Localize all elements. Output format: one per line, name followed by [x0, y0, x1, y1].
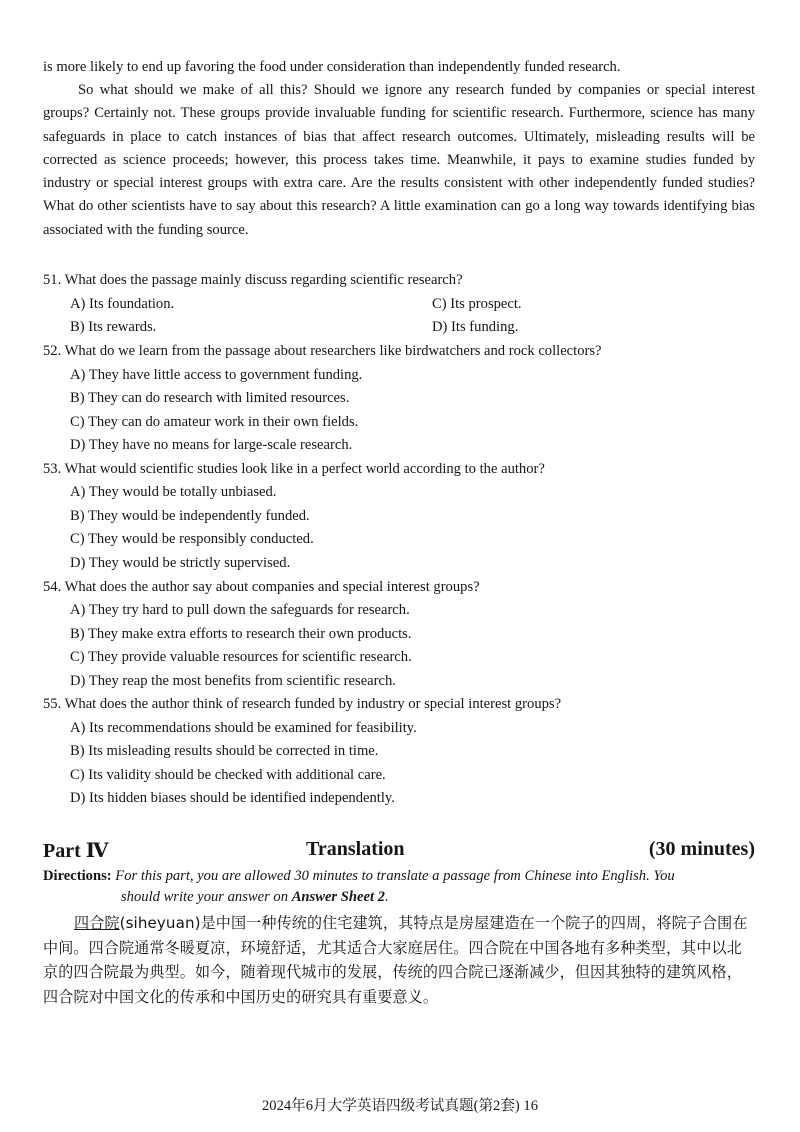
part-number: Part Ⅳ	[43, 840, 109, 862]
question-53-stem: 53. What would scientific studies look like in a perfect world according to the author?	[43, 461, 545, 477]
question-55-option-a[interactable]: A) Its recommendations should be examined for feasibility.	[70, 720, 417, 736]
question-52-stem: 52. What do we learn from the passage about researchers like birdwatchers and rock collectors?	[43, 343, 602, 359]
question-52-option-d[interactable]: D) They have no means for large-scale research.	[70, 437, 353, 453]
question-55-stem: 55. What does the author think of research funded by industry or special interest groups?	[43, 696, 562, 712]
question-51-option-c[interactable]: C) Its prospect.	[432, 296, 522, 312]
directions-label: Directions:	[43, 868, 112, 884]
question-51-option-d[interactable]: D) Its funding.	[432, 319, 519, 335]
answer-sheet-ref: Answer Sheet 2	[291, 889, 385, 905]
part-time: (30 minutes)	[648, 838, 755, 860]
question-51-stem: 51. What does the passage mainly discuss regarding scientific research?	[43, 272, 463, 288]
question-55-option-d[interactable]: D) Its hidden biases should be identified independently.	[70, 790, 395, 806]
chinese-term: 四合院	[74, 914, 120, 932]
question-52-option-b[interactable]: B) They can do research with limited resources.	[70, 390, 350, 406]
chinese-text: (siheyuan)是中国一种传统的住宅建筑，其特点是房屋建造在一个院子的四周，将院子合围在中间。四合院通常冬暖夏凉，环境舒适，尤其适合大家庭居住。四合院在中国各地有多种类型，其中以北京的四合院最为典型。如今，随着现代城市的发展，传统的四合院已逐渐减少，但因其独特的建筑风格，四合院对中国文化的传承和中国历史的研究具有重要意义。	[43, 914, 748, 1006]
page-footer: 2024年6月大学英语四级考试真题(第2套) 16	[261, 1098, 539, 1114]
question-54-option-d[interactable]: D) They reap the most benefits from scientific research.	[70, 673, 396, 689]
passage-line: is more likely to end up favoring the food under consideration than independently funded research.	[43, 59, 621, 75]
directions	[43, 866, 755, 908]
directions-text-2: should write your answer on	[121, 889, 289, 905]
question-53-option-c[interactable]: C) They would be responsibly conducted.	[70, 531, 314, 547]
question-53-option-b[interactable]: B) They would be independently funded.	[70, 508, 310, 524]
question-54-option-b[interactable]: B) They make extra efforts to research their own products.	[70, 626, 412, 642]
question-53-option-a[interactable]: A) They would be totally unbiased.	[70, 484, 277, 500]
question-55-option-c[interactable]: C) Its validity should be checked with additional care.	[70, 767, 386, 783]
directions-line-2	[43, 887, 755, 908]
question-54-option-a[interactable]: A) They try hard to pull down the safeguards for research.	[70, 602, 410, 618]
question-51-option-b[interactable]: B) Its rewards.	[70, 319, 157, 335]
directions-text: For this part, you are allowed 30 minutes to translate a passage from Chinese into English. You	[115, 868, 675, 884]
part-title: Translation	[306, 838, 405, 860]
question-53-option-d[interactable]: D) They would be strictly supervised.	[70, 555, 291, 571]
question-52-option-a[interactable]: A) They have little access to government funding.	[70, 367, 363, 383]
question-54-option-c[interactable]: C) They provide valuable resources for scientific research.	[70, 649, 412, 665]
question-52-option-c[interactable]: C) They can do amateur work in their own fields.	[70, 414, 359, 430]
question-51-option-a[interactable]: A) Its foundation.	[70, 296, 175, 312]
question-55-option-b[interactable]: B) Its misleading results should be corrected in time.	[70, 743, 379, 759]
chinese-passage	[43, 911, 755, 1009]
part-heading	[43, 838, 755, 864]
question-54-stem: 54. What does the author say about companies and special interest groups?	[43, 579, 480, 595]
directions-end: .	[384, 889, 389, 905]
passage-paragraph: So what should we make of all this? Should we ignore any research funded by companies or special interest groups? Certainly not. These groups provide invaluable funding for scientific research. Furthermore, science has many safeguards in place to catch instances of bias that affect research outcomes. Ultimately, misleading results will be corrected as science proceeds; however, this process takes time. Meanwhile, it pays to examine studies funded by industry or special interest groups with extra care. Are the results consistent with other independently funded studies? What do other scientists have to say about this research? A little examination can go a long way towards identifying bias associated with the funding source.	[43, 82, 755, 238]
